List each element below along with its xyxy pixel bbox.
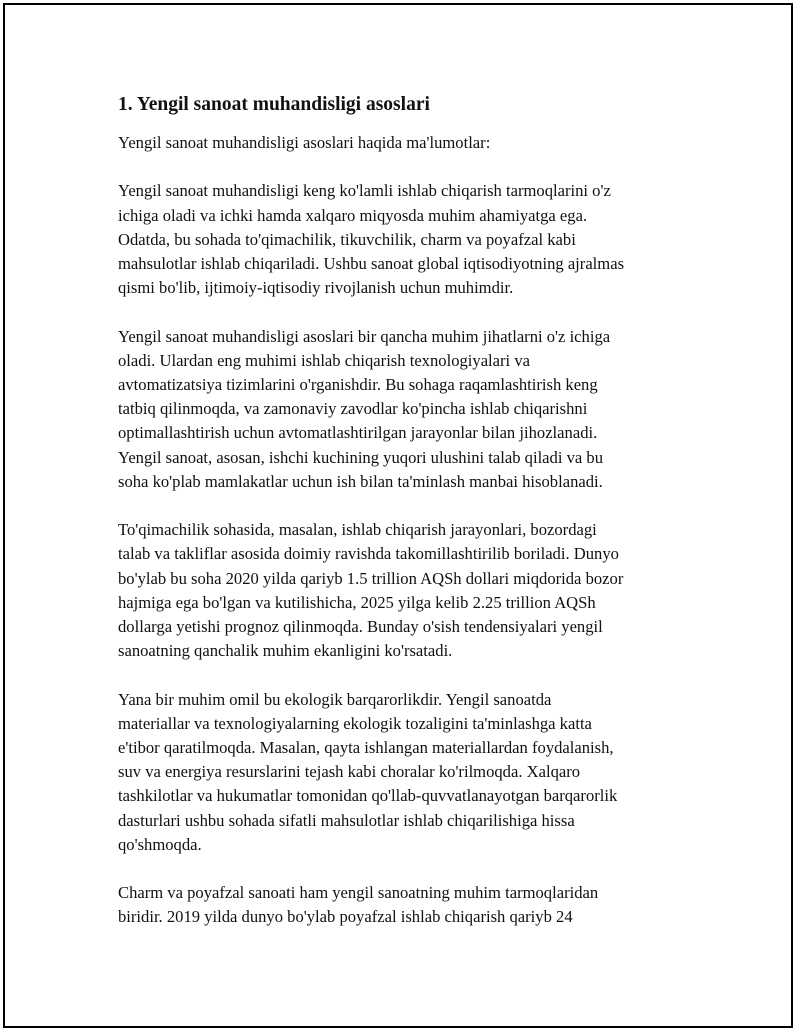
text-line: Odatda, bu sohada to'qimachilik, tikuvchilik, charm va poyafzal kabi [118,229,576,249]
text-line: tatbiq qilinmoqda, va zamonaviy zavodlar ko'pincha ishlab chiqarishni [118,399,588,419]
text-line: Yengil sanoat muhandisligi asoslari haqida ma'lumotlar: [118,133,491,152]
text-line: Yengil sanoat muhandisligi keng ko'lamli ishlab chiqarish tarmoqlarini o'z [118,181,611,201]
text-line: materiallar va texnologiyalarning ekologik tozaligini ta'minlashga katta [118,713,592,733]
text-line: biridir. 2019 yilda dunyo bo'ylab poyafzal ishlab chiqarish qariyb 24 [118,907,573,927]
paragraph-sustainability [118,688,688,857]
text-line: Charm va poyafzal sanoati ham yengil sanoatning muhim tarmoqlaridan [118,883,599,903]
text-line: soha ko'plab mamlakatlar uchun ish bilan ta'minlash manbai hisoblanadi. [118,471,603,491]
text-line: Yana bir muhim omil bu ekologik barqarorlikdir. Yengil sanoatda [118,689,552,709]
paragraph-fundamentals [118,325,688,494]
text-line: qo'shmoqda. [118,834,202,854]
text-line: qismi bo'lib, ijtimoiy-iqtisodiy rivojlanish uchun muhimdir. [118,278,514,298]
text-line: avtomatizatsiya tizimlarini o'rganishdir. Bu sohaga raqamlashtirish keng [118,375,598,394]
text-line: dollarga yetishi prognoz qilinmoqda. Bunday o'sish tendensiyalari yengil [118,617,603,637]
paragraph-intro [118,131,688,155]
paragraph-overview [118,179,688,300]
text-line: ichiga oladi va ichki hamda xalqaro miqyosda muhim ahamiyatga ega. [118,205,588,225]
text-line: Yengil sanoat, asosan, ishchi kuchining yuqori ulushini talab qiladi va bu [118,447,604,467]
text-line: sanoatning qanchalik muhim ekanligini ko'rsatadi. [118,641,453,661]
text-line: bo'ylab bu soha 2020 yilda qariyb 1.5 trillion AQSh dollari miqdorida bozor [118,568,624,588]
paragraph-textile-market [118,518,688,663]
document-body [118,92,688,954]
text-line: tashkilotlar va hukumatlar tomonidan qo'llab-quvvatlanayotgan barqarorlik [118,786,618,806]
text-line: talab va takliflar asosida doimiy ravishda takomillashtirilib boriladi. Dunyo [118,544,619,564]
text-line: suv va energiya resurslarini tejash kabi choralar ko'rilmoqda. Xalqaro [118,762,581,782]
text-line: optimallashtirish uchun avtomatlashtirilgan jarayonlar bilan jihozlanadi. [118,423,598,443]
text-line: hajmiga ega bo'lgan va kutilishicha, 2025 yilga kelib 2.25 trillion AQSh [118,592,596,612]
section-heading: 1. Yengil sanoat muhandisligi asoslari [118,94,430,115]
text-line: oladi. Ulardan eng muhimi ishlab chiqarish texnologiyalari va [118,350,530,370]
text-line: To'qimachilik sohasida, masalan, ishlab chiqarish jarayonlari, bozordagi [118,520,597,540]
text-line: dasturlari ushbu sohada sifatli mahsulotlar ishlab chiqarilishiga hissa [118,810,575,830]
paragraph-leather-footwear [118,881,688,929]
text-line: mahsulotlar ishlab chiqariladi. Ushbu sanoat global iqtisodiyotning ajralmas [118,254,625,273]
text-line: Yengil sanoat muhandisligi asoslari bir qancha muhim jihatlarni o'z ichiga [118,326,611,346]
text-line: e'tibor qaratilmoqda. Masalan, qayta ishlangan materiallardan foydalanish, [118,738,614,758]
